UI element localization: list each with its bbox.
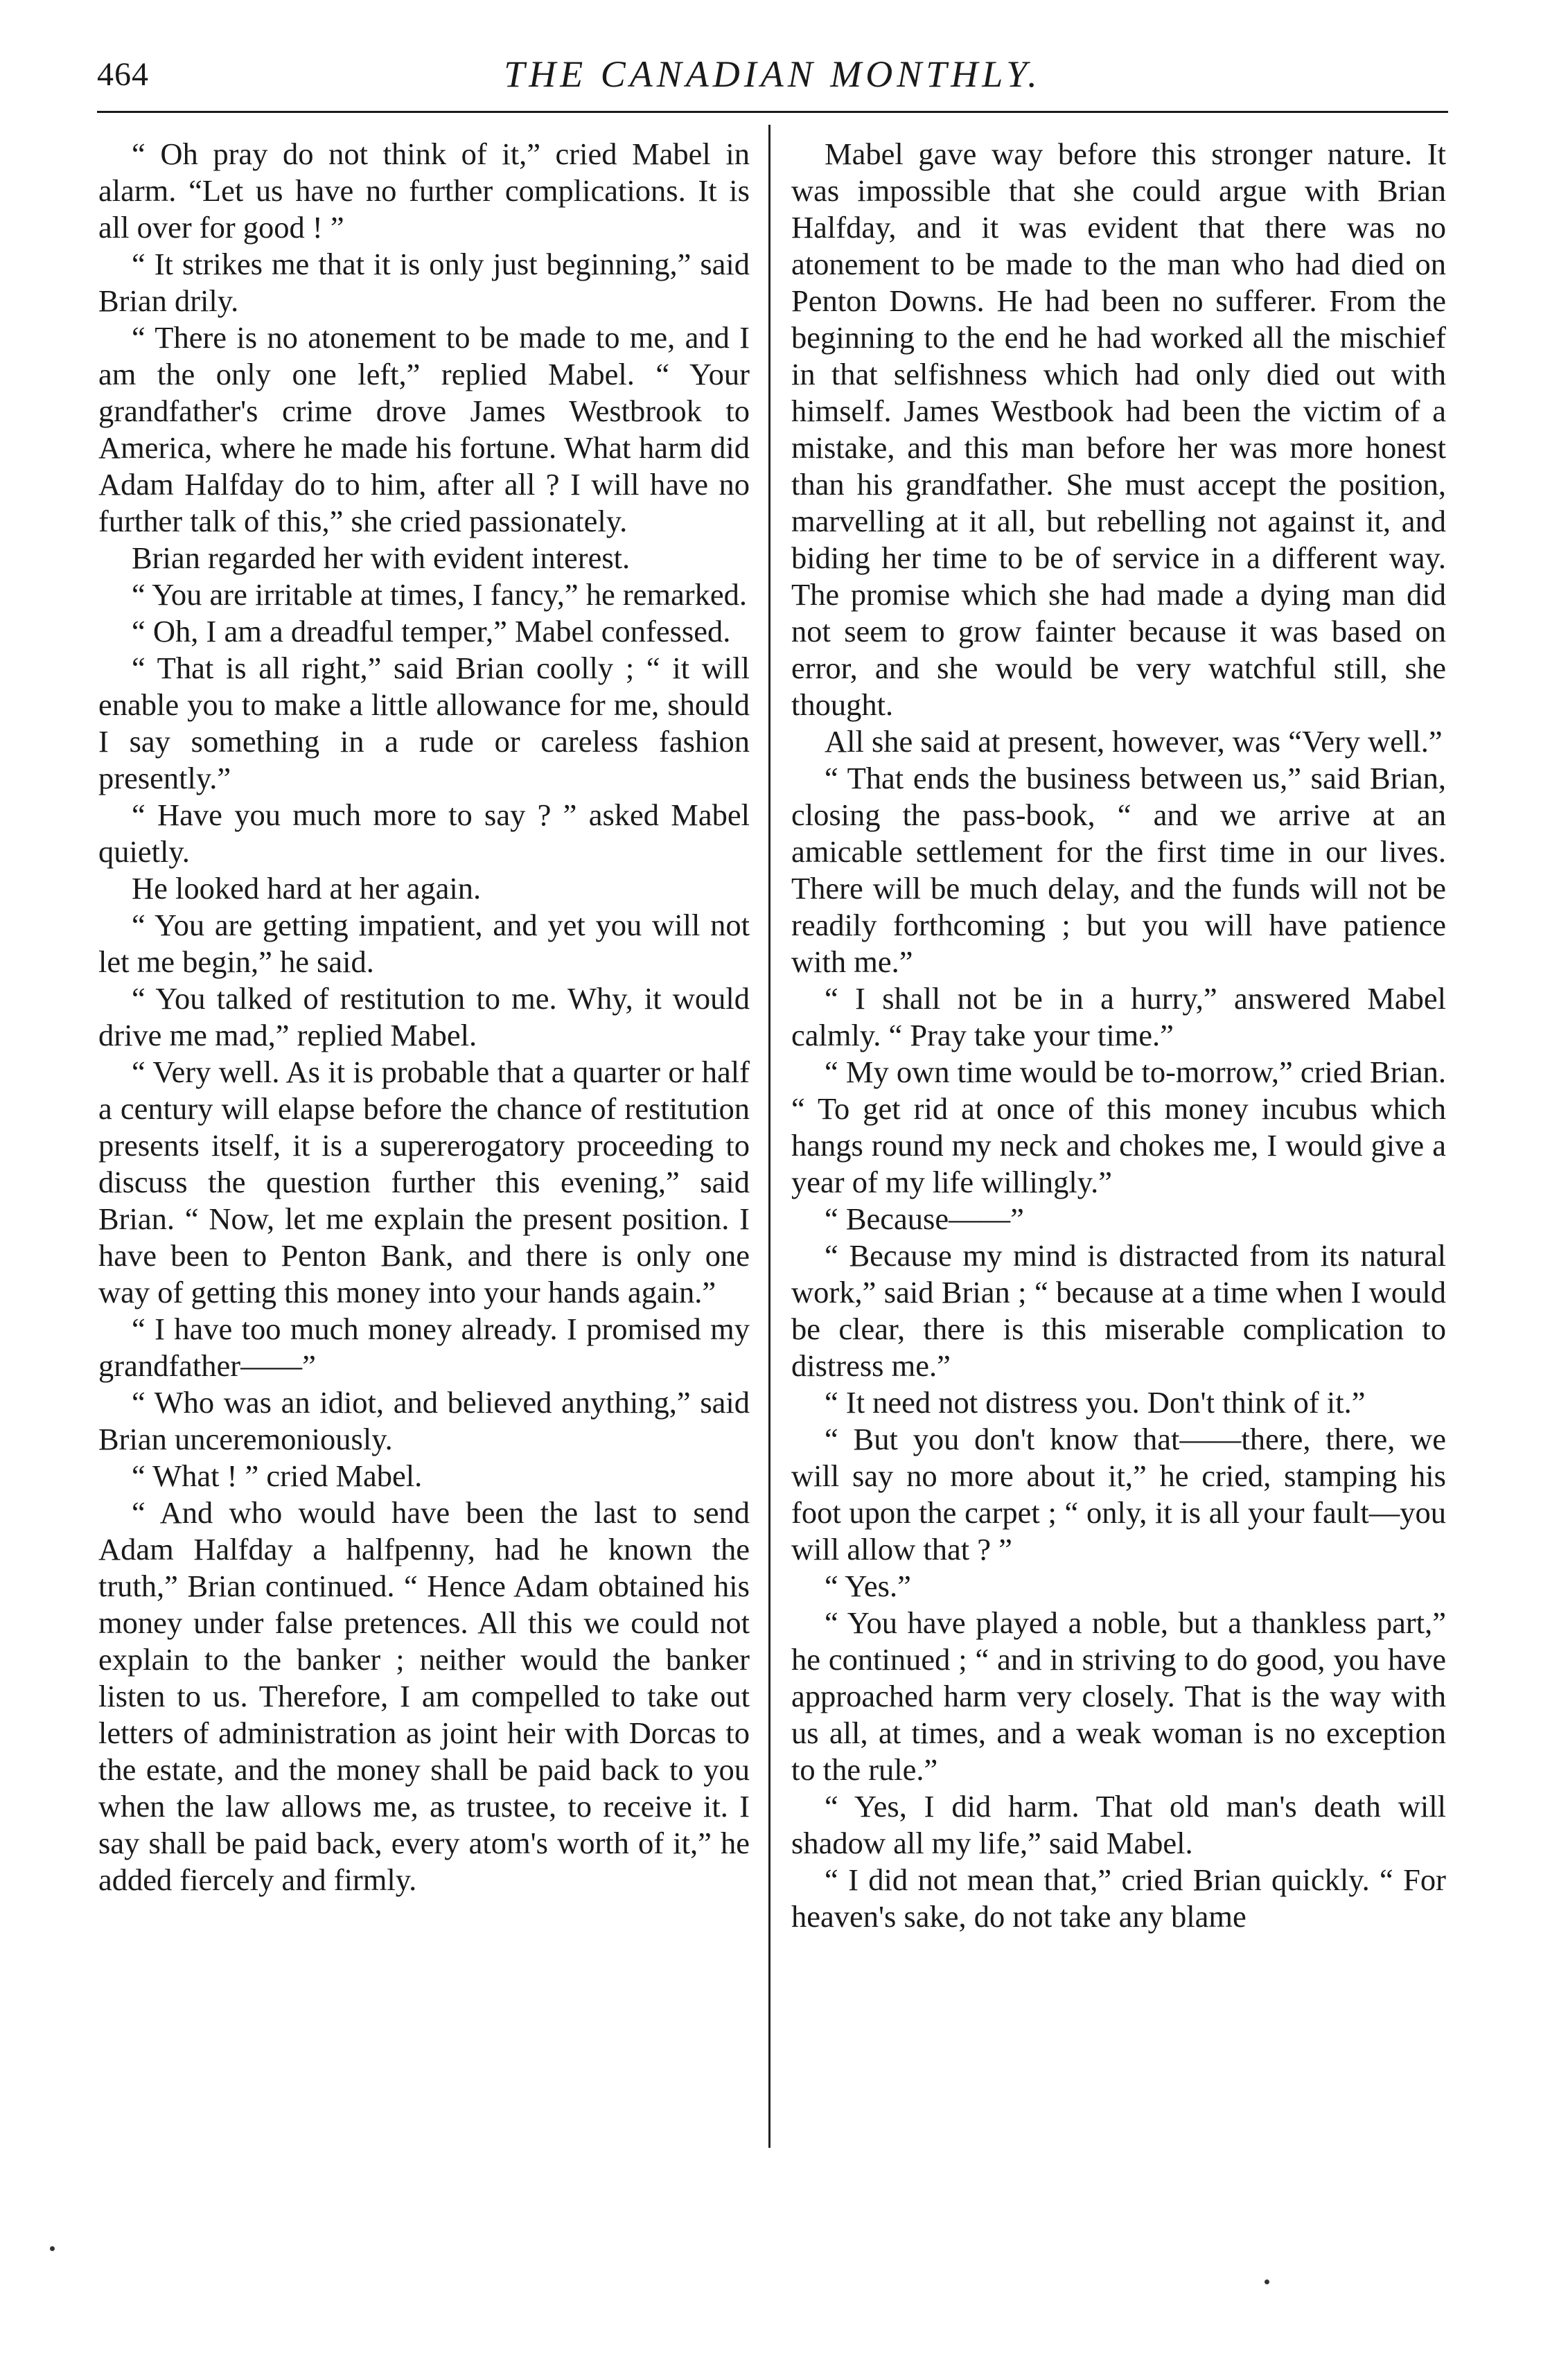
paragraph: “ You have played a noble, but a thankless part,” he continued ; “ and in striving to do good, you have approached harm very closely. That is the way with us all, at times, and a weak woman is no exception to the rule.” — [791, 1605, 1446, 1787]
paragraph: “ Oh, I am a dreadful temper,” Mabel confessed. — [132, 614, 731, 649]
paragraph: “ Have you much more to say ? ” asked Mabel quietly. — [98, 797, 750, 869]
paragraph: “ Because——” — [825, 1201, 1024, 1236]
paragraph: “ What ! ” cried Mabel. — [132, 1458, 423, 1493]
paragraph: “ Oh pray do not think of it,” cried Mabel in alarm. “Let us have no further complications. It is all over for good ! ” — [98, 136, 750, 245]
paragraph: “ Who was an idiot, and believed anything,” said Brian unceremoniously. — [98, 1385, 750, 1456]
header-rule — [97, 111, 1448, 113]
scan-speck — [1265, 2279, 1269, 2284]
paragraph: “ It need not distress you. Don't think of it.” — [825, 1385, 1366, 1420]
running-head — [97, 43, 1448, 105]
paragraph: He looked hard at her again. — [132, 871, 482, 906]
paragraph: “ That ends the business between us,” said Brian, closing the pass-book, “ and we arrive at an amicable settlement for the first time in our lives. There will be much delay, and the funds will not be readily forthcoming ; but you will have patience with me.” — [791, 761, 1446, 979]
paragraph: “ Very well. As it is probable that a quarter or half a century will elapse before the chance of restitution presents itself, it is a supererogatory proceeding to discuss the question further this evening,” said Brian. “ Now, let me explain the present position. I have been to Penton Bank, and there is only one way of getting this money into your hands again.” — [98, 1055, 750, 1309]
paragraph: All she said at present, however, was “Very well.” — [825, 724, 1443, 759]
scan-speck — [50, 2246, 55, 2251]
paragraph: “ Yes, I did harm. That old man's death will shadow all my life,” said Mabel. — [791, 1789, 1446, 1860]
paragraph: “ Yes.” — [825, 1569, 911, 1603]
column-divider — [768, 125, 770, 2148]
paragraph: “ You are irritable at times, I fancy,” he remarked. — [132, 577, 747, 612]
paragraph: “ I shall not be in a hurry,” answered Mabel calmly. “ Pray take your time.” — [791, 981, 1446, 1052]
paragraph: “ You talked of restitution to me. Why, it would drive me mad,” replied Mabel. — [98, 981, 750, 1052]
paragraph: “ My own time would be to-morrow,” cried Brian. “ To get rid at once of this money incubus which hangs round my neck and chokes me, I would give a year of my life willingly.” — [791, 1055, 1446, 1199]
paragraph: “ It strikes me that it is only just beginning,” said Brian drily. — [98, 247, 750, 318]
paragraph: “ I have too much money already. I promised my grandfather——” — [98, 1312, 750, 1383]
page-number: 464 — [97, 56, 149, 93]
paragraph: “ Because my mind is distracted from its natural work,” said Brian ; “ because at a time when I would be clear, there is this miserable complication to distress me.” — [791, 1238, 1446, 1383]
paragraph: Mabel gave way before this stronger nature. It was impossible that she could argue with Brian Halfday, and it was evident that there was no atonement to be made to the man who had died on Penton Downs. He had been no sufferer. From the beginning to the end he had worked all the mischief in that selfishness which had only died out with himself. James Westbook had been the victim of a mistake, and this man before her was more honest than his grandfather. She must accept the position, marvelling at it all, but rebelling not against it, and biding her time to be of service in a different way. The promise which she had made a dying man did not seem to grow fainter because it was based on error, and she would be very watchful still, she thought. — [791, 136, 1446, 722]
right-column — [791, 136, 1446, 1935]
paragraph: “ That is all right,” said Brian coolly ; “ it will enable you to make a little allowance for me, should I say something in a rude or careless fashion presently.” — [98, 651, 750, 795]
paragraph: “ I did not mean that,” cried Brian quickly. “ For heaven's sake, do not take any blame — [791, 1862, 1446, 1934]
journal-title: THE CANADIAN MONTHLY. — [504, 53, 1041, 95]
paragraph: “ And who would have been the last to send Adam Halfday a halfpenny, had he known the truth,” Brian continued. “ Hence Adam obtained his money under false pretences. All this we could not explain to the banker ; neither would the banker listen to us. Therefore, I am compelled to take out letters of administration as joint heir with Dorcas to the estate, and the money shall be paid back to you when the law allows me, as trustee, to receive it. I say shall be paid back, every atom's worth of it,” he added fiercely and firmly. — [98, 1495, 750, 1897]
paragraph: Brian regarded her with evident interest. — [132, 540, 631, 575]
paragraph: “ There is no atonement to be made to me, and I am the only one left,” replied Mabel. “ Your grandfather's crime drove James Westbrook to America, where he made his fortune. What harm did Adam Halfday do to him, after all ? I will have no further talk of this,” she cried passionately. — [98, 320, 750, 538]
paragraph: “ But you don't know that——there, there, we will say no more about it,” he cried, stamping his foot upon the carpet ; “ only, it is all your fault—you will allow that ? ” — [791, 1422, 1446, 1567]
left-column — [98, 136, 750, 1898]
paragraph: “ You are getting impatient, and yet you will not let me begin,” he said. — [98, 908, 750, 979]
